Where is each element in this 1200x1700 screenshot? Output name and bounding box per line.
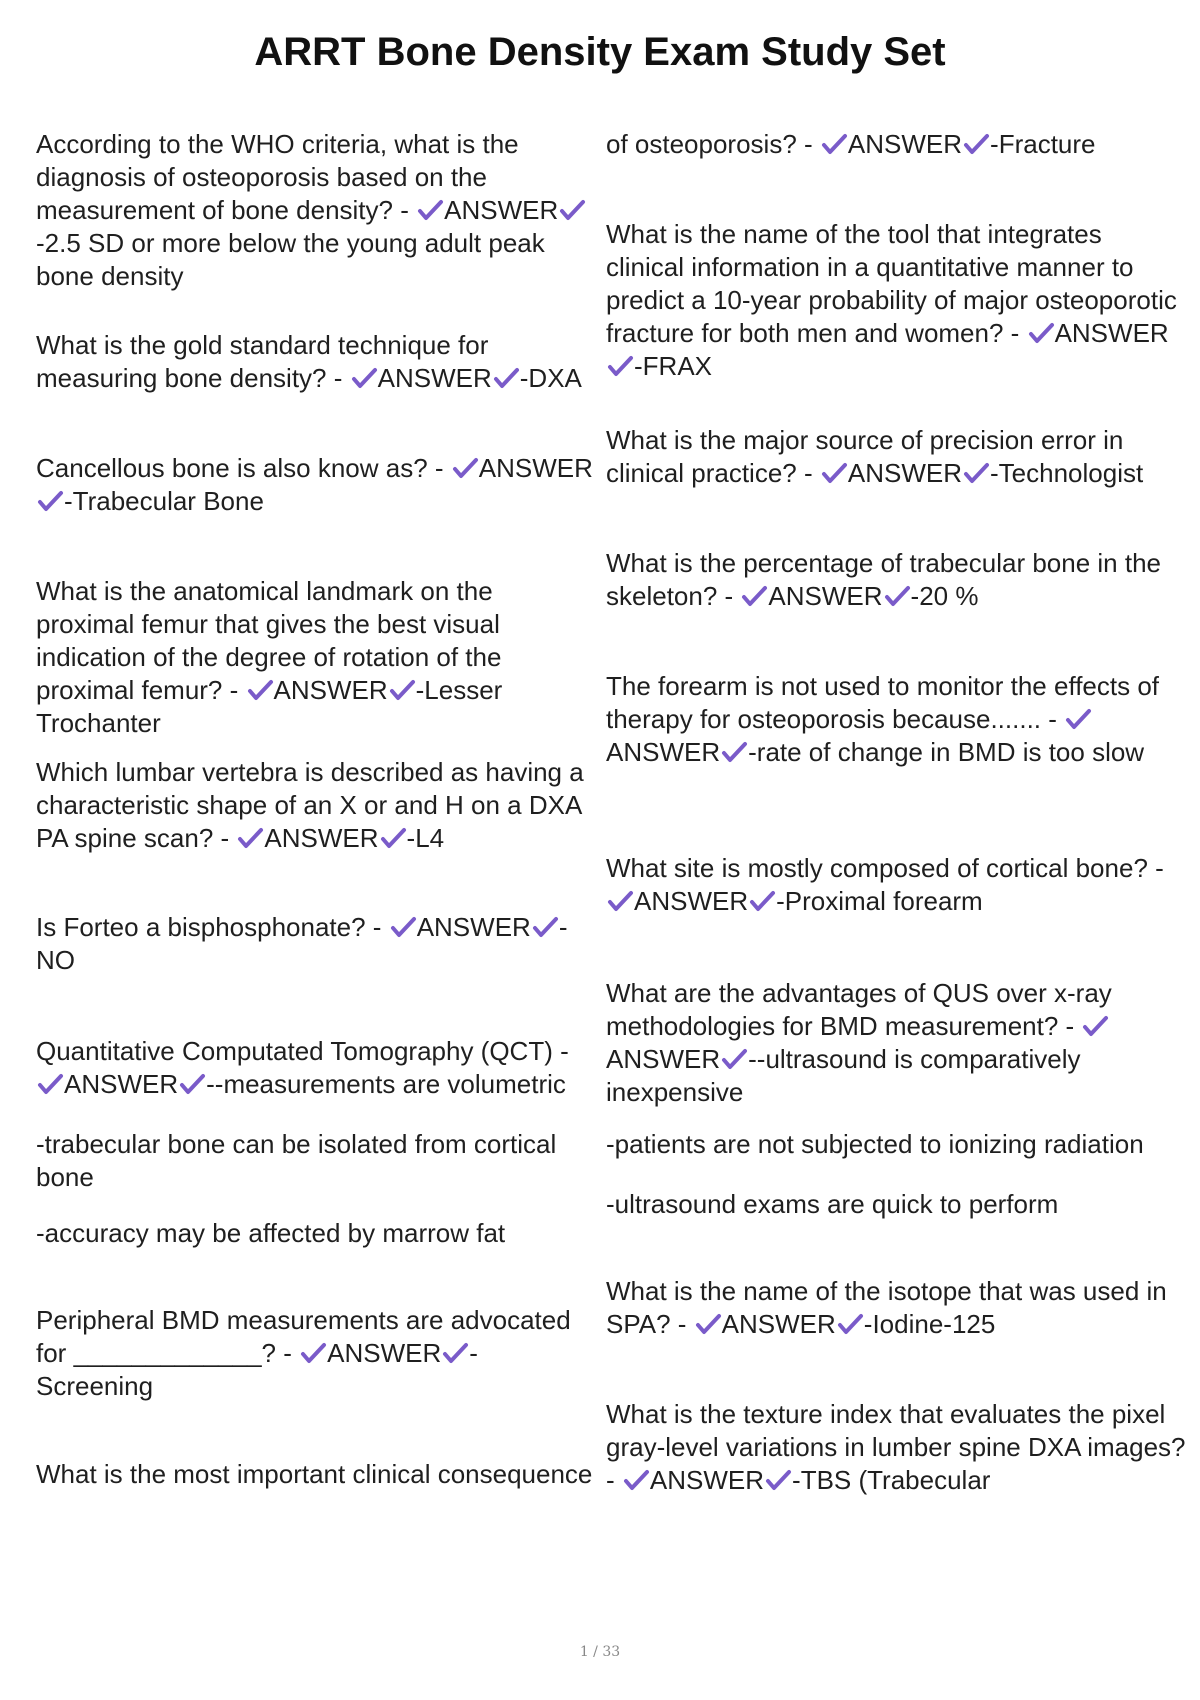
checkmark-icon [820,133,848,155]
checkmark-icon [416,199,444,221]
page-number: 1 / 33 [579,1644,621,1660]
document-title: ARRT Bone Density Exam Study Set [254,30,946,74]
answer-label: ANSWER [377,363,492,393]
checkmark-icon [492,367,520,389]
question-text: What is the name of the tool that integrates clinical information in a quantitative manner to predict a 10-year probability of major osteoporotic fracture for both men and women? - [606,219,1177,348]
note-line [606,1188,1186,1221]
checkmark-icon [962,462,990,484]
answer-text: -2.5 SD or more below the young adult peak bone density [36,228,545,291]
answer-text: -rate of change in BMD is too slow [748,737,1145,767]
answer-text: -Fracture [990,129,1096,159]
question-text: What is the percentage of trabecular bone in the skeleton? - [606,548,1162,611]
checkmark-icon [388,679,416,701]
checkmark-icon [558,199,586,221]
checkmark-icon [606,890,634,912]
question-text: What is the anatomical landmark on the proximal femur that gives the best visual indication of the degree of rotation of the proximal femur? - [36,576,502,705]
answer-text: -Trabecular Bone [64,486,264,516]
qa-item [606,547,1186,613]
answer-label: ANSWER [444,195,559,225]
checkmark-icon [622,1469,650,1491]
qa-item [36,911,598,977]
note-text: -trabecular bone can be isolated from cortical bone [36,1129,557,1192]
note-text: -accuracy may be affected by marrow fat [36,1218,506,1248]
checkmark-icon [883,585,911,607]
answer-text: -Proximal forearm [776,886,983,916]
answer-label: ANSWER [64,1069,179,1099]
qa-item [36,329,598,395]
answer-text: - Screening [36,1338,478,1401]
checkmark-icon [451,457,479,479]
note-text: What is the most important clinical consequence [36,1459,593,1489]
question-text: What are the advantages of QUS over x-ray methodologies for BMD measurement? - [606,978,1112,1041]
qa-item [36,756,598,855]
checkmark-icon [178,1073,206,1095]
question-text: According to the WHO criteria, what is the diagnosis of osteoporosis based on the measurement of bone density? - [36,129,519,225]
note-line [606,1128,1186,1161]
note-line [36,1128,598,1194]
checkmark-icon [820,462,848,484]
question-text: Quantitative Computated Tomography (QCT) - [36,1036,569,1066]
checkmark-icon [1064,708,1092,730]
checkmark-icon [606,355,634,377]
answer-text: -Lesser Trochanter [36,675,503,738]
answer-text: -L4 [406,823,445,853]
question-text: The forearm is not used to monitor the effects of therapy for osteoporosis because....... - [606,671,1160,734]
checkmark-icon [36,490,64,512]
answer-text: -DXA [519,363,582,393]
question-text: What is the name of the isotope that was used in SPA? - [606,1276,1167,1339]
answer-text: -20 % [910,581,979,611]
answer-text: --measurements are volumetric [206,1069,566,1099]
answer-label: ANSWER [634,886,749,916]
answer-label: ANSWER [847,458,962,488]
question-text: Is Forteo a bisphosphonate? - [36,912,382,942]
note-line [36,1217,598,1250]
qa-item [36,1035,598,1101]
note-text: -patients are not subjected to ionizing radiation [606,1129,1144,1159]
answer-label: ANSWER [264,823,379,853]
checkmark-icon [350,367,378,389]
checkmark-icon [389,916,417,938]
answer-label: ANSWER [721,1309,836,1339]
question-text: What is the major source of precision error in clinical practice? - [606,425,1124,488]
checkmark-icon [531,916,559,938]
answer-label: ANSWER [606,737,721,767]
qa-item [606,218,1186,383]
answer-label: ANSWER [768,581,883,611]
checkmark-icon [748,890,776,912]
qa-item [36,128,598,293]
qa-item [36,1304,598,1403]
checkmark-icon [236,827,264,849]
checkmark-icon [720,741,748,763]
answer-label: ANSWER [1054,318,1169,348]
question-text: What site is mostly composed of cortical bone? - [606,853,1164,883]
question-text: What is the texture index that evaluates the pixel gray-level variations in lumber spine DXA images? - [606,1399,1186,1495]
answer-label: ANSWER [327,1338,442,1368]
qa-item [606,852,1186,918]
checkmark-icon [441,1342,469,1364]
note-text: -ultrasound exams are quick to perform [606,1189,1059,1219]
answer-text: -Iodine-125 [863,1309,996,1339]
answer-text: --ultrasound is comparatively inexpensive [606,1044,1081,1107]
checkmark-icon [379,827,407,849]
qa-item [36,575,598,740]
qa-item [606,1275,1186,1341]
checkmark-icon [962,133,990,155]
question-text: Which lumbar vertebra is described as having a characteristic shape of an X or and H on a DXA PA spine scan? - [36,757,584,853]
question-text: Cancellous bone is also know as? - [36,453,444,483]
checkmark-icon [1027,322,1055,344]
checkmark-icon [720,1048,748,1070]
answer-label: ANSWER [847,129,963,159]
qa-item [606,977,1186,1109]
checkmark-icon [1081,1015,1109,1037]
checkmark-icon [764,1469,792,1491]
answer-label: ANSWER [649,1465,765,1495]
qa-item [606,128,1186,161]
answer-text: -Technologist [990,458,1144,488]
checkmark-icon [836,1313,864,1335]
checkmark-icon [36,1073,64,1095]
answer-label: ANSWER [273,675,388,705]
qa-item [606,424,1186,490]
question-text: of osteoporosis? - [606,129,813,159]
checkmark-icon [694,1313,722,1335]
answer-label: ANSWER [478,453,593,483]
checkmark-icon [740,585,768,607]
answer-text: -FRAX [634,351,712,381]
question-text: What is the gold standard technique for measuring bone density? - [36,330,489,393]
question-text: Peripheral BMD measurements are advocated for _____________? - [36,1305,571,1368]
answer-label: ANSWER [606,1044,721,1074]
answer-text: -TBS (Trabecular [792,1465,991,1495]
checkmark-icon [246,679,274,701]
qa-item [36,452,598,518]
answer-label: ANSWER [416,912,531,942]
answer-text: - NO [36,912,568,975]
qa-item [606,1398,1186,1497]
qa-item [606,670,1186,769]
checkmark-icon [299,1342,327,1364]
qa-item [36,1458,598,1491]
